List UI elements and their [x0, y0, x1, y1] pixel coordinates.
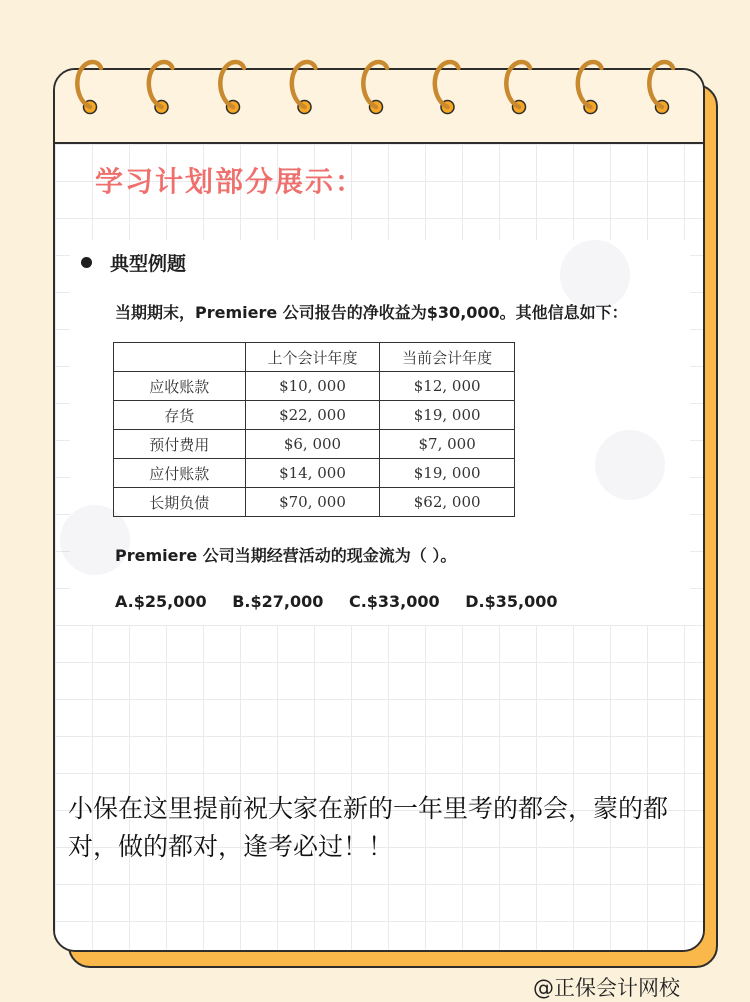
watermark-logo — [595, 430, 665, 500]
table-cell: 预付费用 — [114, 430, 246, 459]
bullet-dot-icon — [81, 257, 92, 268]
page-title: 学习计划部分展示： — [95, 165, 366, 198]
table-cell: $6, 000 — [245, 430, 380, 459]
table-cell: $62, 000 — [380, 488, 515, 517]
section-label: 典型例题 — [110, 253, 187, 275]
option-c: C.$33,000 — [348, 592, 440, 611]
table-cell: 应付账款 — [114, 459, 246, 488]
table-cell: $19, 000 — [380, 401, 515, 430]
question-intro: 当期期末，Premiere 公司报告的净收益为$30,000。其他信息如下： — [115, 303, 628, 322]
table-row — [114, 401, 515, 430]
table-cell: 长期负债 — [114, 488, 246, 517]
option-b: B.$27,000 — [232, 592, 324, 611]
footer-credit: @正保会计网校 — [533, 976, 680, 1000]
greeting-message: 小保在这里提前祝大家在新的一年里考的都会，蒙的都对，做的都对，逢考必过！！ — [68, 794, 669, 861]
table-row — [114, 372, 515, 401]
table-cell: $19, 000 — [380, 459, 515, 488]
table-header-cell — [114, 343, 246, 372]
table-header-row — [114, 343, 515, 372]
table-cell: $14, 000 — [245, 459, 380, 488]
table-cell: 应收账款 — [114, 372, 246, 401]
question-panel — [70, 240, 690, 625]
table-cell: $22, 000 — [245, 401, 380, 430]
table-cell: $70, 000 — [245, 488, 380, 517]
table-header-cell: 上个会计年度 — [245, 343, 380, 372]
table-row — [114, 430, 515, 459]
table-cell: $12, 000 — [380, 372, 515, 401]
table-row — [114, 488, 515, 517]
data-table — [113, 342, 515, 517]
option-d: D.$35,000 — [465, 592, 558, 611]
answer-options — [115, 592, 577, 611]
table-cell: $7, 000 — [380, 430, 515, 459]
question-text: Premiere 公司当期经营活动的现金流为（ ）。 — [115, 546, 457, 565]
notebook-header — [55, 70, 703, 144]
table-header-cell: 当前会计年度 — [380, 343, 515, 372]
table-cell: $10, 000 — [245, 372, 380, 401]
table-row — [114, 459, 515, 488]
table-cell: 存货 — [114, 401, 246, 430]
option-a: A.$25,000 — [115, 592, 207, 611]
